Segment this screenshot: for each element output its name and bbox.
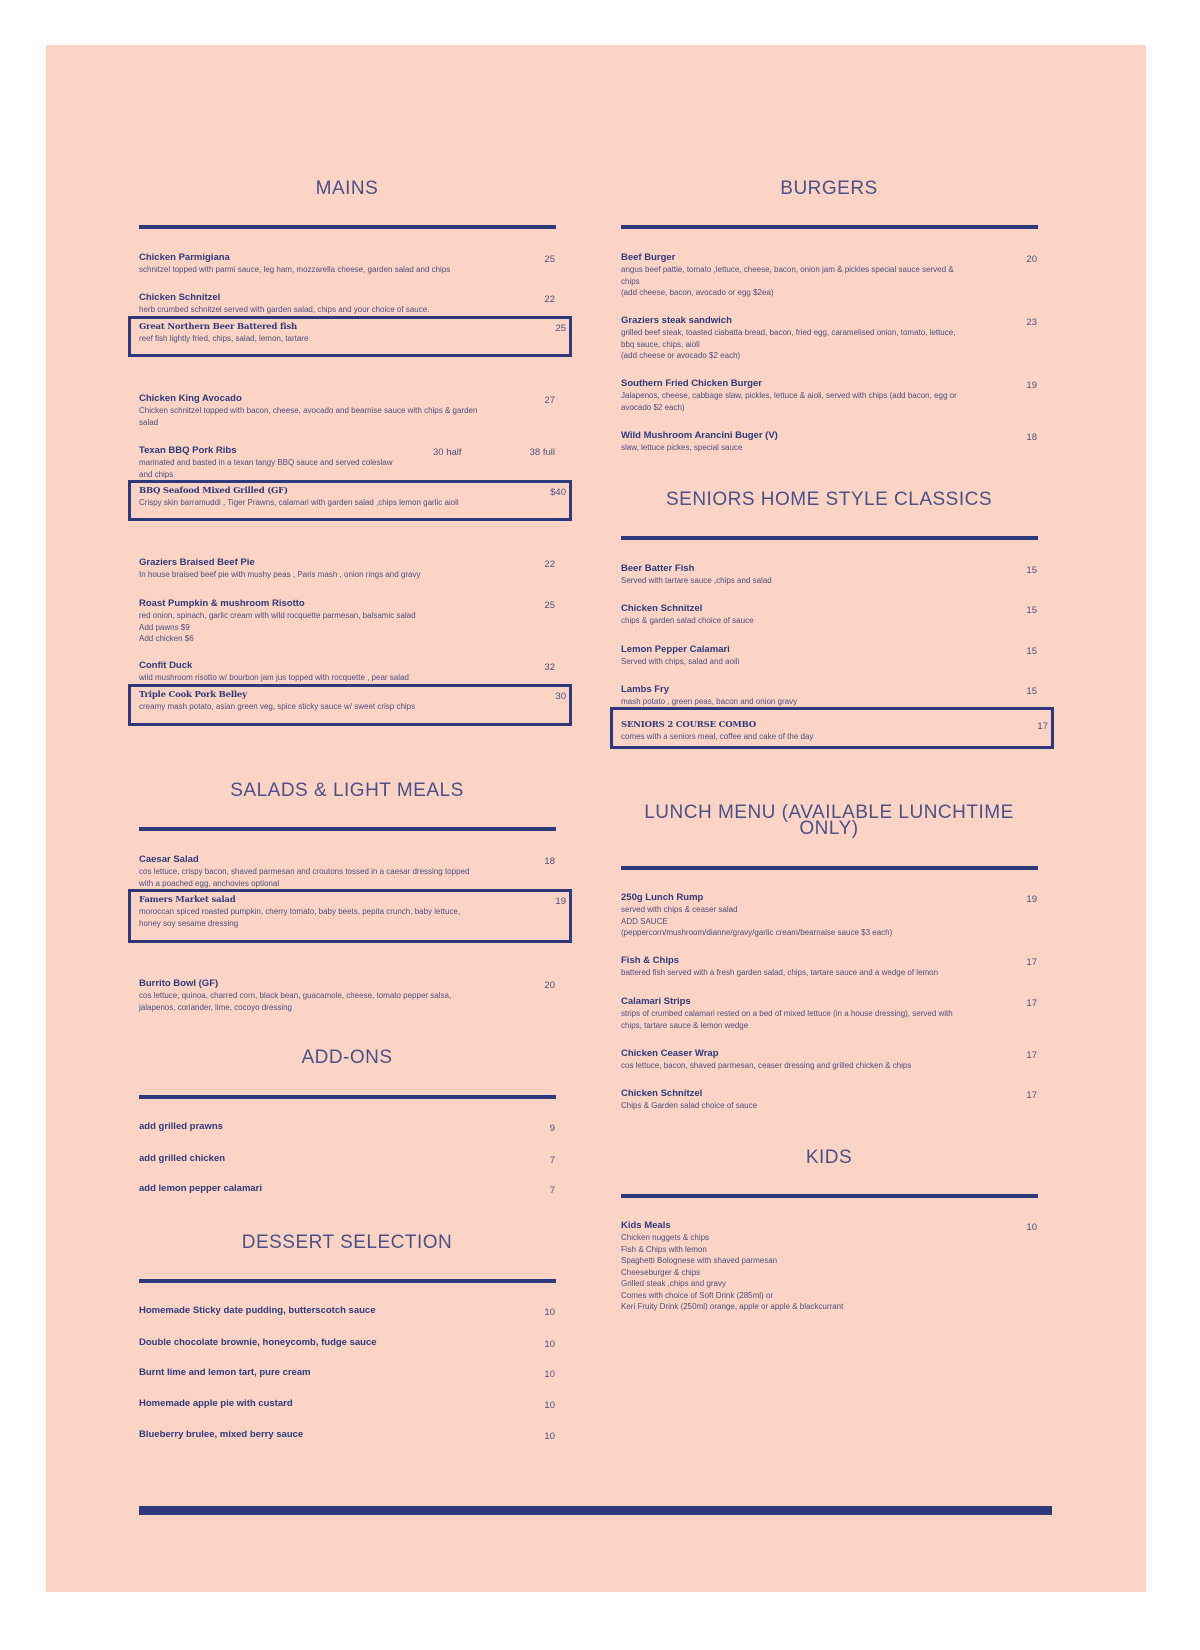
menu-item (139, 393, 555, 428)
mains-divider (139, 225, 556, 229)
item-name: Homemade Sticky date pudding, butterscotch sauce (139, 1305, 376, 1316)
item-price: 17 (1026, 1090, 1037, 1101)
seniors-divider (621, 536, 1038, 540)
item-price: 7 (549, 1155, 555, 1166)
menu-item (621, 430, 1037, 454)
lunch-divider (621, 866, 1038, 870)
item-name: Fish & Chips (621, 955, 680, 966)
item-name: Blueberry brulee, mixed berry sauce (139, 1429, 304, 1440)
item-price: 10 (544, 1400, 555, 1411)
item-price: 20 (544, 980, 555, 991)
item-price: 17 (1026, 957, 1037, 968)
menu-item (621, 378, 1037, 413)
item-price: 22 (544, 294, 555, 305)
menu-item (621, 892, 1037, 939)
lunch-section-title: ONLY) (799, 818, 859, 839)
menu-item (621, 563, 1037, 587)
item-price: 10 (544, 1369, 555, 1380)
menu-item (139, 321, 566, 345)
item-description: Spaghetti Bolognese with shaved parmesan (621, 1256, 778, 1265)
item-description: served with chips & ceaser salad (621, 905, 738, 914)
item-price: 30 (555, 691, 566, 702)
menu-item (139, 1398, 555, 1410)
item-name: 250g Lunch Rump (621, 892, 704, 903)
menu-item (139, 660, 555, 684)
item-description: In house braised beef pie with mushy peas , Paris mash , onion rings and gravy (139, 570, 421, 579)
item-description: battered fish served with a fresh garden salad, chips, tartare sauce and a wedge of lemon (621, 968, 939, 977)
item-name: Double chocolate brownie, honeycomb, fudge sauce (139, 1337, 377, 1348)
item-price: 10 (544, 1431, 555, 1442)
item-name: Chicken Schnitzel (621, 603, 703, 614)
item-price: 38 full (529, 447, 555, 458)
menu-page (46, 45, 1146, 1592)
item-price: 25 (544, 600, 555, 611)
desserts-section-title: DESSERT SELECTION (241, 1232, 453, 1253)
item-name: Great Northern Beer Battered fish (139, 322, 298, 332)
item-description: with a poached egg, anchovies optional (139, 878, 280, 888)
menu-item (139, 598, 555, 645)
item-description: Chicken schnitzel topped with bacon, cheese, avocado and bearnise sauce with chips & garden (139, 406, 478, 415)
addons-section-title: ADD-ONS (301, 1047, 393, 1068)
item-name: Texan BBQ Pork Ribs (139, 445, 237, 456)
menu-item (139, 1305, 555, 1317)
item-description: marinated and basted in a texan tangy BBQ sauce and served coleslaw (139, 458, 393, 467)
item-name: BBQ Seafood Mixed Grilled (GF) (139, 486, 288, 496)
item-price: 27 (544, 395, 555, 406)
item-price: 10 (544, 1339, 555, 1350)
item-price: $40 (550, 487, 566, 498)
item-description: chips (621, 276, 640, 286)
item-description: mash potato , green peas, bacon and onion gravy (621, 697, 798, 706)
menu-item (139, 978, 555, 1013)
kids-section-title: KIDS (805, 1147, 853, 1168)
item-description: ADD SAUCE (621, 916, 668, 926)
item-name: Triple Cook Pork Belley (139, 690, 247, 700)
item-price: 15 (1026, 605, 1037, 616)
menu-item (139, 1121, 555, 1133)
item-name: add lemon pepper calamari (139, 1183, 263, 1194)
item-name: Beer Batter Fish (621, 563, 695, 574)
desserts-divider (139, 1279, 556, 1283)
salads-section-title: SALADS & LIGHT MEALS (230, 780, 464, 801)
item-name: Burrito Bowl (GF) (139, 978, 219, 989)
item-name: Caesar Salad (139, 854, 199, 865)
item-name: Beef Burger (621, 252, 676, 263)
item-description: Chicken nuggets & chips (621, 1233, 710, 1242)
item-price: 19 (555, 896, 566, 907)
menu-item (139, 1367, 555, 1379)
item-description: Add pawns $9 (139, 622, 190, 632)
item-description: Add chicken $6 (139, 634, 194, 643)
item-description: reef fish lightly fried, chips, salad, lemon, tartare (139, 334, 309, 343)
menu-item (621, 684, 1037, 708)
menu-item (139, 252, 555, 276)
item-description: Comes with choice of Soft Drink (285ml) or (621, 1290, 774, 1300)
menu-item (621, 1220, 1037, 1313)
item-name: Graziers steak sandwich (621, 315, 732, 326)
item-description: chips & garden salad choice of sauce (621, 616, 754, 625)
item-price: 23 (1026, 317, 1037, 328)
item-description: honey soy sesame dressing (139, 918, 239, 928)
item-description: Crispy skin barramuddi , Tiger Prawns, calamari with garden salad ,chips lemon garlic aioli (139, 498, 459, 507)
item-description: avocado $2 each) (621, 402, 685, 412)
menu-item (621, 603, 1037, 627)
menu-item (139, 854, 555, 889)
item-description: red onion, spinach, garlic cream with wild rocquette parmesan, balsamic salad (139, 611, 416, 620)
item-name: Chicken Schnitzel (621, 1088, 703, 1099)
item-description: jalapenos, coriander, lime, cocoyo dressing (139, 1002, 292, 1012)
item-price: 18 (1026, 432, 1037, 443)
item-description: wild mushroom risotto w/ bourbon jam jus topped with rocquette , pear salad (139, 673, 409, 682)
item-description: Cheeseburger & chips (621, 1267, 701, 1277)
item-name: Lambs Fry (621, 684, 670, 695)
item-name: Famers Market salad (139, 895, 236, 905)
menu-item (139, 557, 555, 581)
menu-item (621, 996, 1037, 1031)
seniors-section-title: SENIORS HOME STYLE CLASSICS (665, 489, 993, 510)
salads-divider (139, 827, 556, 831)
item-description: Served with chips, salad and aoili (621, 657, 740, 666)
menu-item (621, 955, 1037, 979)
item-price: 18 (544, 856, 555, 867)
item-name: Southern Fried Chicken Burger (621, 378, 762, 389)
item-description: Keri Fruity Drink (250ml) orange, apple or apple & blackcurrant (621, 1302, 844, 1311)
item-description: Grilled steak ,chips and gravy (621, 1279, 726, 1288)
menu-item (621, 644, 1037, 668)
bottom-divider (139, 1506, 1052, 1515)
item-name: Chicken Ceaser Wrap (621, 1048, 719, 1059)
item-name: Homemade apple pie with custard (139, 1398, 293, 1409)
item-price: 9 (549, 1123, 555, 1134)
item-price: 15 (1026, 686, 1037, 697)
item-description: (add cheese or avocado $2 each) (621, 351, 741, 360)
menu-item (139, 689, 566, 713)
item-name: add grilled chicken (139, 1153, 226, 1164)
menu-item (139, 1337, 555, 1349)
item-price: 7 (549, 1185, 555, 1196)
item-price: 10 (544, 1307, 555, 1318)
item-description: chips, tartare sauce & lemon wedge (621, 1020, 749, 1030)
item-name: Chicken Parmigiana (139, 252, 230, 263)
item-price-half: 30 half (433, 447, 462, 458)
item-description: moroccan spiced roasted pumpkin, cherry tomato, baby beets, pepita crunch, baby lettuce, (139, 907, 461, 916)
item-description: grilled beef steak, toasted ciabatta bread, bacon, fried egg, caramelised onion, tomato, lettuce, (621, 328, 956, 337)
item-description: Jalapenos, cheese, cabbage slaw, pickles, lettuce & aioli, served with chips (add bacon, egg or (621, 391, 957, 400)
item-description: cos lettuce, quinoa, charred corn, black bean, guacamole, cheese, tomato pepper salsa, (139, 991, 452, 1000)
mains-section-title: MAINS (315, 178, 379, 199)
item-description: salad (139, 417, 159, 427)
menu-item (621, 1088, 1037, 1112)
item-price: 17 (1037, 721, 1048, 732)
item-name: Burnt lime and lemon tart, pure cream (139, 1367, 311, 1378)
menu-item (139, 445, 555, 480)
lunch-section-title: LUNCH MENU (AVAILABLE LUNCHTIME (644, 802, 1014, 823)
item-description: schnitzel topped with parmi sauce, leg ham, mozzarella cheese, garden salad and chips (139, 265, 451, 274)
item-price: 17 (1026, 998, 1037, 1009)
kids-divider (621, 1194, 1038, 1198)
item-name: Chicken Schnitzel (139, 292, 221, 303)
menu-item (139, 894, 566, 929)
item-name: Roast Pumpkin & mushroom Risotto (139, 598, 305, 609)
item-description: Served with tartare sauce ,chips and salad (621, 576, 772, 585)
menu-item (621, 252, 1037, 299)
menu-item (621, 719, 1048, 743)
burgers-section-title: BURGERS (780, 178, 878, 199)
item-price: 25 (555, 323, 566, 334)
burgers-divider (621, 225, 1038, 229)
item-price: 25 (544, 254, 555, 265)
item-description: angus beef pattie, tomato ,lettuce, cheese, bacon, onion jam & pickles special sauce served & (621, 265, 954, 274)
item-name: SENIORS 2 COURSE COMBO (621, 720, 756, 730)
item-name: Wild Mushroom Arancini Buger (V) (621, 430, 778, 441)
item-price: 19 (1026, 380, 1037, 391)
item-name: Lemon Pepper Calamari (621, 644, 730, 655)
item-description: creamy mash potato, asian green veg, spice sticky sauce w/ sweet crisp chips (139, 702, 416, 711)
item-description: Chips & Garden salad choice of sauce (621, 1101, 758, 1110)
item-description: and chips (139, 469, 174, 479)
item-description: cos lettuce, bacon, shaved parmesan, ceaser dressing and grilled chicken & chips (621, 1061, 912, 1070)
item-price: 10 (1026, 1222, 1037, 1233)
menu-item (139, 1429, 555, 1441)
menu-item (621, 315, 1037, 362)
item-price: 22 (544, 559, 555, 570)
item-description: Fish & Chips with lemon (621, 1244, 707, 1254)
item-description: herb crumbed schnitzel served with garden salad, chips and your choice of sauce. (139, 305, 430, 314)
item-description: bbq sauce, chips, aioli (621, 339, 700, 349)
item-price: 19 (1026, 894, 1037, 905)
item-description: slaw, lettuce pickes, special sauce (621, 443, 743, 452)
item-price: 17 (1026, 1050, 1037, 1061)
item-name: Confit Duck (139, 660, 193, 671)
item-name: add grilled prawns (139, 1121, 223, 1132)
addons-divider (139, 1095, 556, 1099)
item-price: 15 (1026, 646, 1037, 657)
item-name: Calamari Strips (621, 996, 691, 1007)
item-name: Chicken King Avocado (139, 393, 242, 404)
menu-item (621, 1048, 1037, 1072)
item-price: 15 (1026, 565, 1037, 576)
menu-item (139, 485, 566, 509)
item-description: comes with a seniors meal, coffee and cake of the day (621, 732, 814, 741)
item-price: 32 (544, 662, 555, 673)
item-description: (add cheese, bacon, avocado or egg $2ea) (621, 288, 774, 297)
menu-item (139, 1153, 555, 1165)
item-price: 20 (1026, 254, 1037, 265)
item-name: Graziers Braised Beef Pie (139, 557, 255, 568)
item-description: cos lettuce, crispy bacon, shaved parmesan and croutons tossed in a caesar dressing topped (139, 867, 470, 876)
menu-item (139, 1183, 555, 1195)
item-description: strips of crumbed calamari rested on a bed of mixed lettuce (in a house dressing), served with (621, 1009, 953, 1018)
item-name: Kids Meals (621, 1220, 671, 1231)
item-description: (peppercorn/mushroom/dianne/gravy/garlic cream/bearnaise sauce $3 each) (621, 928, 893, 937)
menu-item (139, 292, 555, 316)
